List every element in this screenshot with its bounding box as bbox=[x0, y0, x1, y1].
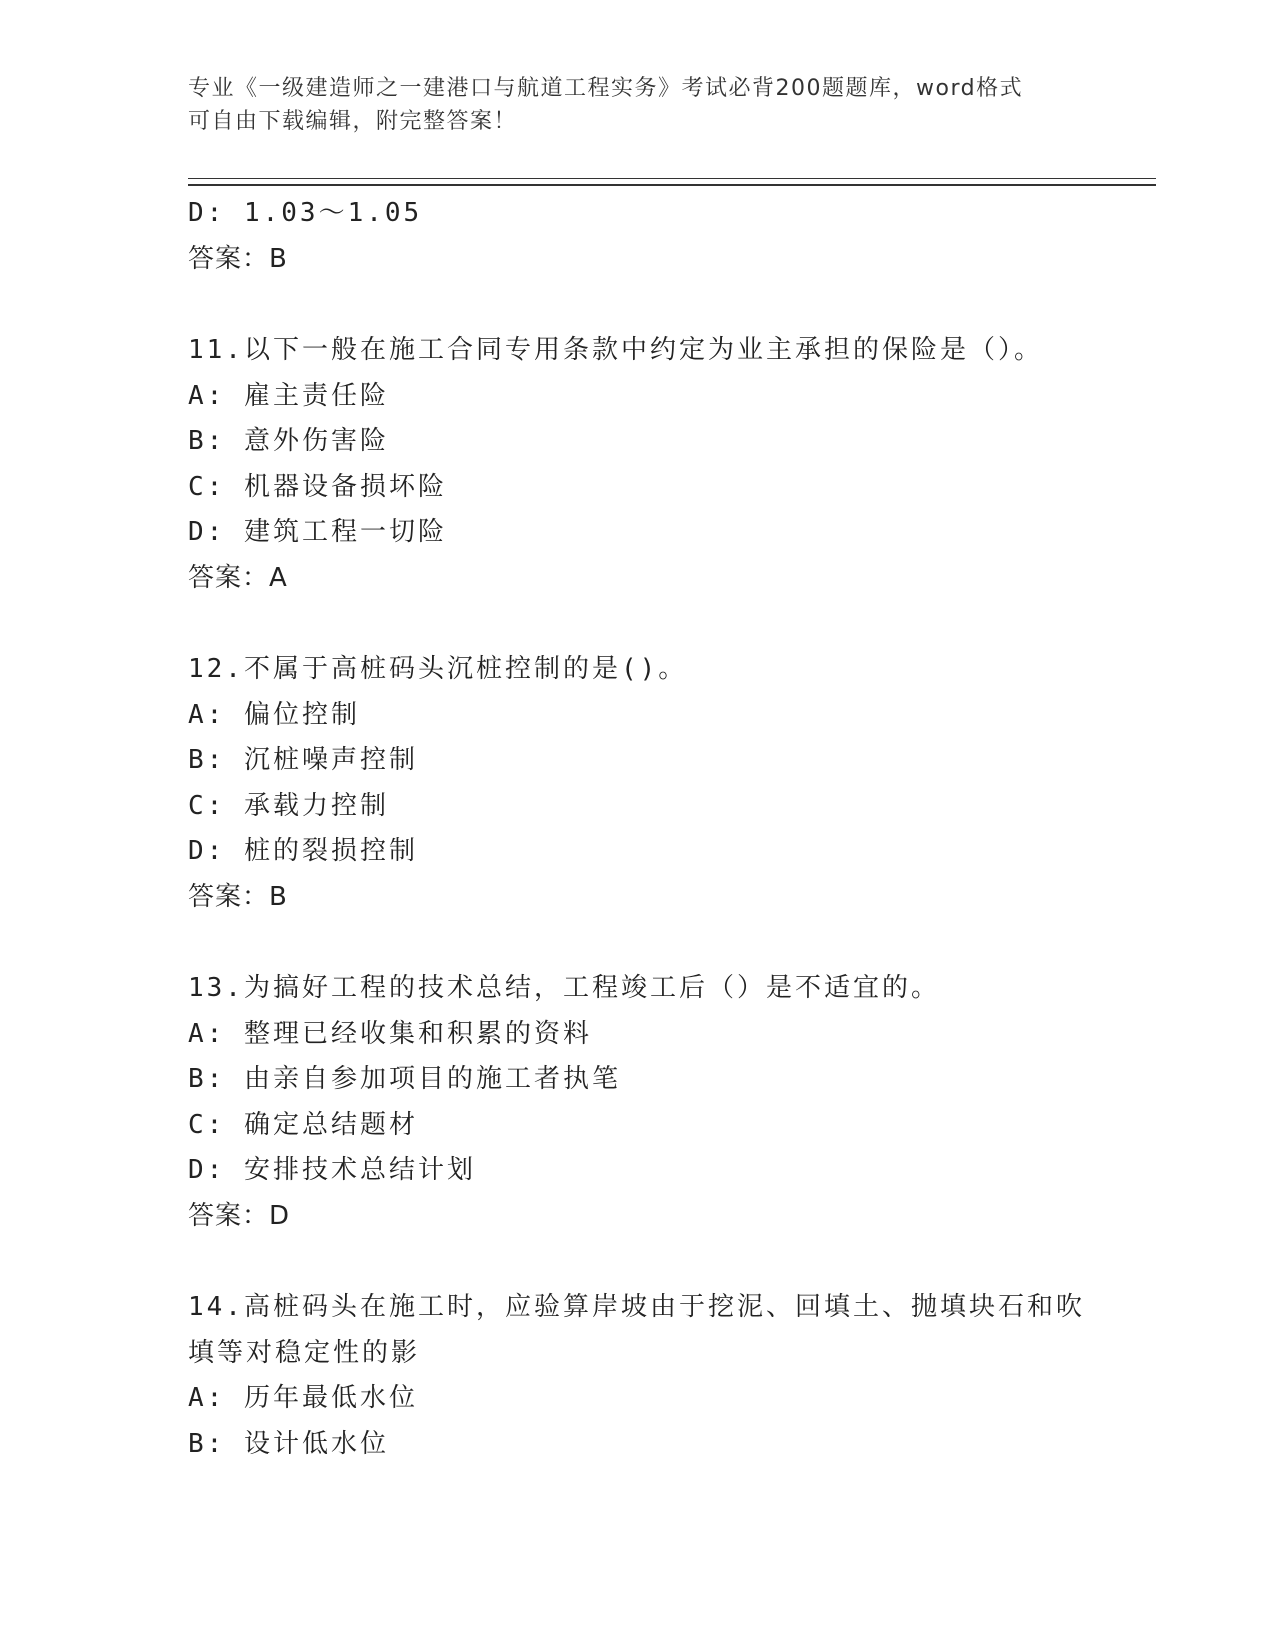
question-11 bbox=[188, 328, 1088, 601]
option-b: B: 沉桩噪声控制 bbox=[188, 745, 418, 775]
question-stem: 12.不属于高桩码头沉桩控制的是()。 bbox=[188, 654, 688, 684]
header-divider bbox=[188, 178, 1156, 186]
page-header bbox=[188, 72, 1088, 138]
header-title-line-2: 可自由下载编辑，附完整答案！ bbox=[188, 109, 518, 134]
answer-line: 答案：D bbox=[188, 1200, 291, 1231]
option-d: D: 1.03～1.05 bbox=[188, 198, 423, 228]
option-a: A: 雇主责任险 bbox=[188, 380, 389, 411]
question-stem-line-2: 填等对稳定性的影 bbox=[188, 1337, 421, 1368]
option-c: C: 确定总结题材 bbox=[188, 1109, 418, 1140]
option-b: B: 意外伤害险 bbox=[188, 426, 389, 456]
question-13 bbox=[188, 966, 1088, 1239]
question-stem: 11.以下一般在施工合同专用条款中约定为业主承担的保险是（）。 bbox=[188, 335, 1043, 365]
question-stem-line-1: 14.高桩码头在施工时，应验算岸坡由于挖泥、回填土、抛填块石和吹 bbox=[188, 1292, 1085, 1322]
option-c: C: 承载力控制 bbox=[188, 790, 389, 821]
header-title-line-1: 专业《一级建造师之一建港口与航道工程实务》考试必背200题题库，word格式 bbox=[188, 76, 1024, 101]
option-b: B: 由亲自参加项目的施工者执笔 bbox=[188, 1064, 621, 1094]
answer-line: 答案：B bbox=[188, 243, 288, 274]
option-d: D: 安排技术总结计划 bbox=[188, 1155, 476, 1185]
option-c: C: 机器设备损坏险 bbox=[188, 471, 447, 502]
option-b: B: 设计低水位 bbox=[188, 1428, 389, 1459]
option-a: A: 历年最低水位 bbox=[188, 1383, 418, 1413]
answer-line: 答案：B bbox=[188, 881, 288, 912]
question-14 bbox=[188, 1285, 1088, 1467]
question-12 bbox=[188, 647, 1088, 920]
option-d: D: 桩的裂损控制 bbox=[188, 836, 418, 866]
option-d: D: 建筑工程一切险 bbox=[188, 517, 447, 547]
option-a: A: 整理已经收集和积累的资料 bbox=[188, 1018, 592, 1049]
question-stem: 13.为搞好工程的技术总结，工程竣工后（）是不适宜的。 bbox=[188, 973, 940, 1003]
answer-line: 答案：A bbox=[188, 562, 288, 593]
question-10-tail bbox=[188, 191, 1088, 282]
option-a: A: 偏位控制 bbox=[188, 699, 360, 730]
question-list bbox=[188, 191, 1088, 1467]
